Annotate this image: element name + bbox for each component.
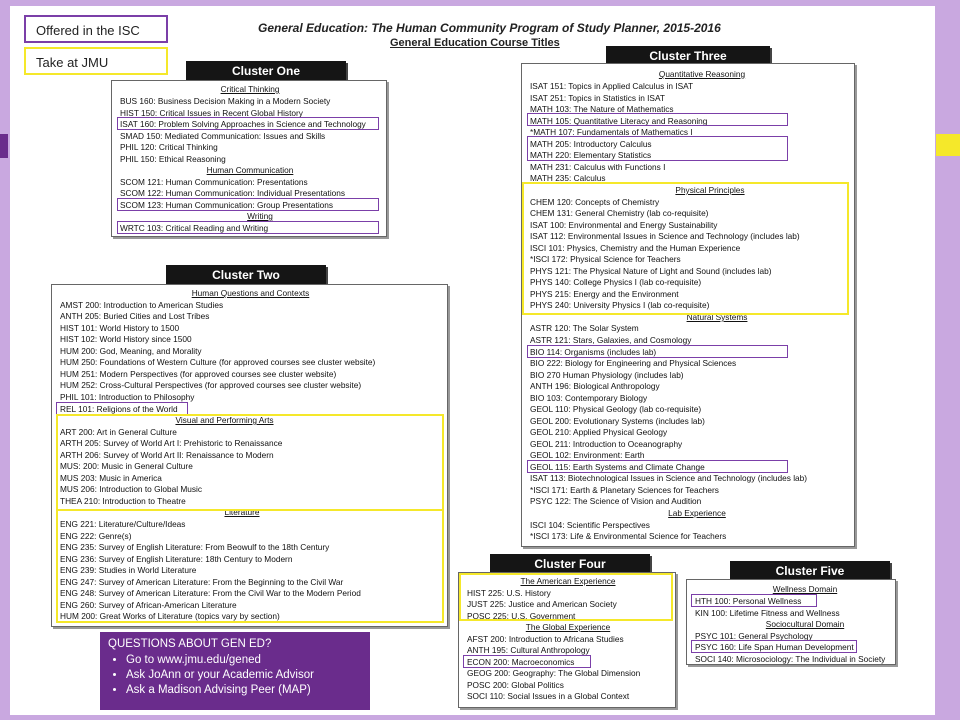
course-row: ECON 200: Macroeconomics: [467, 657, 575, 667]
course-row: SOCI 140: Microsociology: The Individual in Society: [695, 654, 886, 664]
cluster-three-head: Natural Systems: [686, 312, 748, 322]
course-row: SMAD 150: Mediated Communication: Issues and Skills: [120, 131, 326, 141]
course-row: ARTH 206: Survey of World Art II: Renaissance to Modern: [60, 450, 274, 460]
cluster-two-header: Cluster Two: [166, 265, 326, 285]
course-row: *MATH 107: Fundamentals of Mathematics I: [530, 127, 693, 137]
legend-jmu: [24, 47, 168, 75]
course-row: MATH 205: Introductory Calculus: [530, 139, 652, 149]
course-row: ISAT 160: Problem Solving Approaches in Science and Technology: [120, 119, 366, 129]
course-row: BIO 114: Organisms (includes lab): [530, 347, 657, 357]
course-row: ISAT 251: Topics in Statistics in ISAT: [530, 93, 665, 103]
cluster-one-box: [111, 80, 387, 237]
cluster-five-header: Cluster Five: [730, 561, 890, 581]
jmu-highlight: [459, 573, 673, 621]
course-row: SCOM 121: Human Communication: Presentations: [120, 177, 308, 187]
course-row: MUS 203: Music in America: [60, 473, 162, 483]
isc-highlight: [117, 117, 379, 130]
course-row: BIO 103: Contemporary Biology: [530, 393, 648, 403]
questions-item: • Go to www.jmu.edu/gened: [126, 653, 362, 668]
course-row: HIST 102: World History since 1500: [60, 334, 192, 344]
course-row: ANTH 195: Cultural Anthropology: [467, 645, 590, 655]
course-row: ENG 221: Literature/Culture/Ideas: [60, 519, 186, 529]
course-row: *ISCI 171: Earth & Planetary Sciences for Teachers: [530, 485, 719, 495]
cluster-one-header: Cluster One: [186, 61, 346, 81]
course-row: CHEM 131: General Chemistry (lab co-requisite): [530, 208, 709, 218]
course-row: HIST 150: Critical Issues in Recent Global History: [120, 108, 303, 118]
course-row: MATH 235: Calculus: [530, 173, 606, 183]
cluster-one-head: Human Communication: [206, 165, 294, 175]
course-row: KIN 100: Lifetime Fitness and Wellness: [695, 608, 840, 618]
course-row: GEOG 200: Geography: The Global Dimension: [467, 668, 641, 678]
course-row: MUS: 200: Music in General Culture: [60, 461, 193, 471]
course-row: GEOL 102: Environment: Earth: [530, 450, 645, 460]
questions-panel: [100, 632, 370, 710]
legend-isc: [24, 15, 168, 43]
cluster-two-head: Human Questions and Contexts: [191, 288, 310, 298]
course-row: MATH 105: Quantitative Literacy and Reasoning: [530, 116, 708, 126]
course-row: ENG 248: Survey of American Literature: From the Civil War to the Modern Period: [60, 588, 361, 598]
course-row: HUM 251: Modern Perspectives (for approved courses see cluster website): [60, 369, 337, 379]
cluster-four-header: Cluster Four: [490, 554, 650, 574]
isc-highlight: [691, 594, 817, 607]
course-row: *ISCI 173: Life & Environmental Science for Teachers: [530, 531, 727, 541]
course-row: ENG 260: Survey of African-American Literature: [60, 600, 237, 610]
course-row: HUM 200: God, Meaning, and Morality: [60, 346, 202, 356]
isc-highlight: [527, 113, 788, 126]
course-row: ASTR 120: The Solar System: [530, 323, 639, 333]
course-row: *ISCI 172: Physical Science for Teachers: [530, 254, 681, 264]
course-row: PHIL 101: Introduction to Philosophy: [60, 392, 195, 402]
cluster-five-head: Wellness Domain: [772, 584, 838, 594]
page-subtitle: General Education Course Titles: [390, 37, 560, 49]
questions-list: [108, 653, 362, 698]
course-row: POSC 225: U.S. Government: [467, 611, 576, 621]
course-row: MUS 206: Introduction to Global Music: [60, 484, 203, 494]
course-row: SOCI 110: Social Issues in a Global Context: [467, 691, 630, 701]
questions-item: • Ask a Madison Advising Peer (MAP): [126, 683, 362, 698]
course-row: PHIL 120: Critical Thinking: [120, 142, 218, 152]
course-row: POSC 200: Global Politics: [467, 680, 564, 690]
course-row: HUM 252: Cross-Cultural Perspectives (for approved courses see cluster website): [60, 380, 362, 390]
page-title: General Education: The Human Community Program of Study Planner, 2015-2016: [258, 21, 721, 35]
course-row: MATH 103: The Nature of Mathematics: [530, 104, 674, 114]
left-accent-bar: [0, 134, 8, 158]
course-row: ISAT 151: Topics in Applied Calculus in ISAT: [530, 81, 694, 91]
course-row: SCOM 122: Human Communication: Individual Presentations: [120, 188, 346, 198]
cluster-five-head: Sociocultural Domain: [765, 619, 845, 629]
isc-highlight: [527, 136, 788, 161]
course-row: GEOL 210: Applied Physical Geology: [530, 427, 668, 437]
cluster-three-head: Quantitative Reasoning: [658, 69, 746, 79]
course-row: HTH 100: Personal Wellness: [695, 596, 802, 606]
course-row: GEOL 115: Earth Systems and Climate Change: [530, 462, 705, 472]
course-row: ISCI 101: Physics, Chemistry and the Human Experience: [530, 243, 741, 253]
course-row: PSYC 160: Life Span Human Development: [695, 642, 854, 652]
cluster-one-head: Writing: [247, 211, 273, 221]
course-row: MATH 220: Elementary Statistics: [530, 150, 652, 160]
isc-highlight: [527, 345, 788, 358]
course-row: CHEM 120: Concepts of Chemistry: [530, 197, 660, 207]
course-row: ISAT 113: Biotechnological Issues in Science and Technology (includes lab): [530, 473, 808, 483]
isc-highlight: [117, 221, 379, 234]
isc-highlight: [117, 198, 379, 211]
course-row: SCOM 123: Human Communication: Group Presentations: [120, 200, 334, 210]
jmu-highlight: [56, 509, 444, 623]
course-row: GEOL 110: Physical Geology (lab co-requisite): [530, 404, 702, 414]
cluster-two-head: Literature: [224, 507, 260, 517]
course-row: PHYS 121: The Physical Nature of Light and Sound (includes lab): [530, 266, 772, 276]
course-row: PSYC 122: The Science of Vision and Audition: [530, 496, 702, 506]
course-row: ISCI 104: Scientific Perspectives: [530, 520, 650, 530]
course-row: ENG 247: Survey of American Literature: From the Beginning to the Civil War: [60, 577, 344, 587]
course-row: ANTH 205: Buried Cities and Lost Tribes: [60, 311, 210, 321]
course-row: GEOL 200: Evolutionary Systems (includes lab): [530, 416, 705, 426]
course-row: HIST 101: World History to 1500: [60, 323, 180, 333]
questions-item: • Ask JoAnn or your Academic Advisor: [126, 668, 362, 683]
course-row: WRTC 103: Critical Reading and Writing: [120, 223, 269, 233]
cluster-three-header: Cluster Three: [606, 46, 770, 66]
course-row: HUM 250: Foundations of Western Culture (for approved courses see cluster website): [60, 357, 376, 367]
isc-highlight: [527, 460, 788, 473]
questions-title: QUESTIONS ABOUT GEN ED?: [108, 638, 272, 650]
course-row: PHYS 240: University Physics I (lab co-requisite): [530, 300, 710, 310]
course-row: AFST 200: Introduction to Africana Studies: [467, 634, 624, 644]
course-row: MATH 231: Calculus with Functions I: [530, 162, 666, 172]
cluster-four-head: The American Experience: [520, 576, 616, 586]
cluster-three-head: Physical Principles: [675, 185, 745, 195]
course-row: PSYC 101: General Psychology: [695, 631, 813, 641]
legend-jmu-label: Take at JMU: [36, 55, 109, 70]
course-row: ARTH 205: Survey of World Art I: Prehistoric to Renaissance: [60, 438, 283, 448]
course-row: HIST 225: U.S. History: [467, 588, 551, 598]
course-row: BUS 160: Business Decision Making in a Modern Society: [120, 96, 331, 106]
course-row: PHYS 215: Energy and the Environment: [530, 289, 679, 299]
cluster-one-head: Critical Thinking: [220, 84, 280, 94]
course-row: ISAT 100: Environmental and Energy Sustainability: [530, 220, 718, 230]
cluster-three-head: Lab Experience: [668, 508, 726, 518]
course-row: ANTH 196: Biological Anthropology: [530, 381, 660, 391]
course-row: PHYS 140: College Physics I (lab co-requisite): [530, 277, 702, 287]
course-row: GEOL 211: Introduction to Oceanography: [530, 439, 683, 449]
course-row: HUM 200: Great Works of Literature (topics vary by section): [60, 611, 280, 621]
course-row: BIO 222: Biology for Engineering and Physical Sciences: [530, 358, 737, 368]
isc-highlight: [691, 640, 857, 653]
jmu-highlight: [522, 182, 849, 315]
course-row: ENG 239: Studies in World Literature: [60, 565, 197, 575]
legend-isc-label: Offered in the ISC: [36, 23, 140, 38]
course-row: ENG 235: Survey of English Literature: From Beowulf to the 18th Century: [60, 542, 330, 552]
course-row: THEA 210: Introduction to Theatre: [60, 496, 186, 506]
course-row: ASTR 121: Stars, Galaxies, and Cosmology: [530, 335, 692, 345]
course-row: PHIL 150: Ethical Reasoning: [120, 154, 226, 164]
course-row: BIO 270 Human Physiology (includes lab): [530, 370, 684, 380]
course-row: ENG 236: Survey of English Literature: 18th Century to Modern: [60, 554, 293, 564]
course-row: ISAT 112: Environmental Issues in Science and Technology (includes lab): [530, 231, 800, 241]
right-accent-bar: [936, 134, 960, 156]
jmu-highlight: [56, 414, 444, 511]
isc-highlight: [463, 655, 591, 668]
course-row: JUST 225: Justice and American Society: [467, 599, 617, 609]
cluster-two-head: Visual and Performing Arts: [175, 415, 274, 425]
course-row: AMST 200: Introduction to American Studies: [60, 300, 224, 310]
cluster-four-head: The Global Experience: [525, 622, 611, 632]
course-row: REL 101: Religions of the World: [60, 404, 178, 414]
course-row: ART 200: Art in General Culture: [60, 427, 177, 437]
course-row: ENG 222: Genre(s): [60, 531, 132, 541]
